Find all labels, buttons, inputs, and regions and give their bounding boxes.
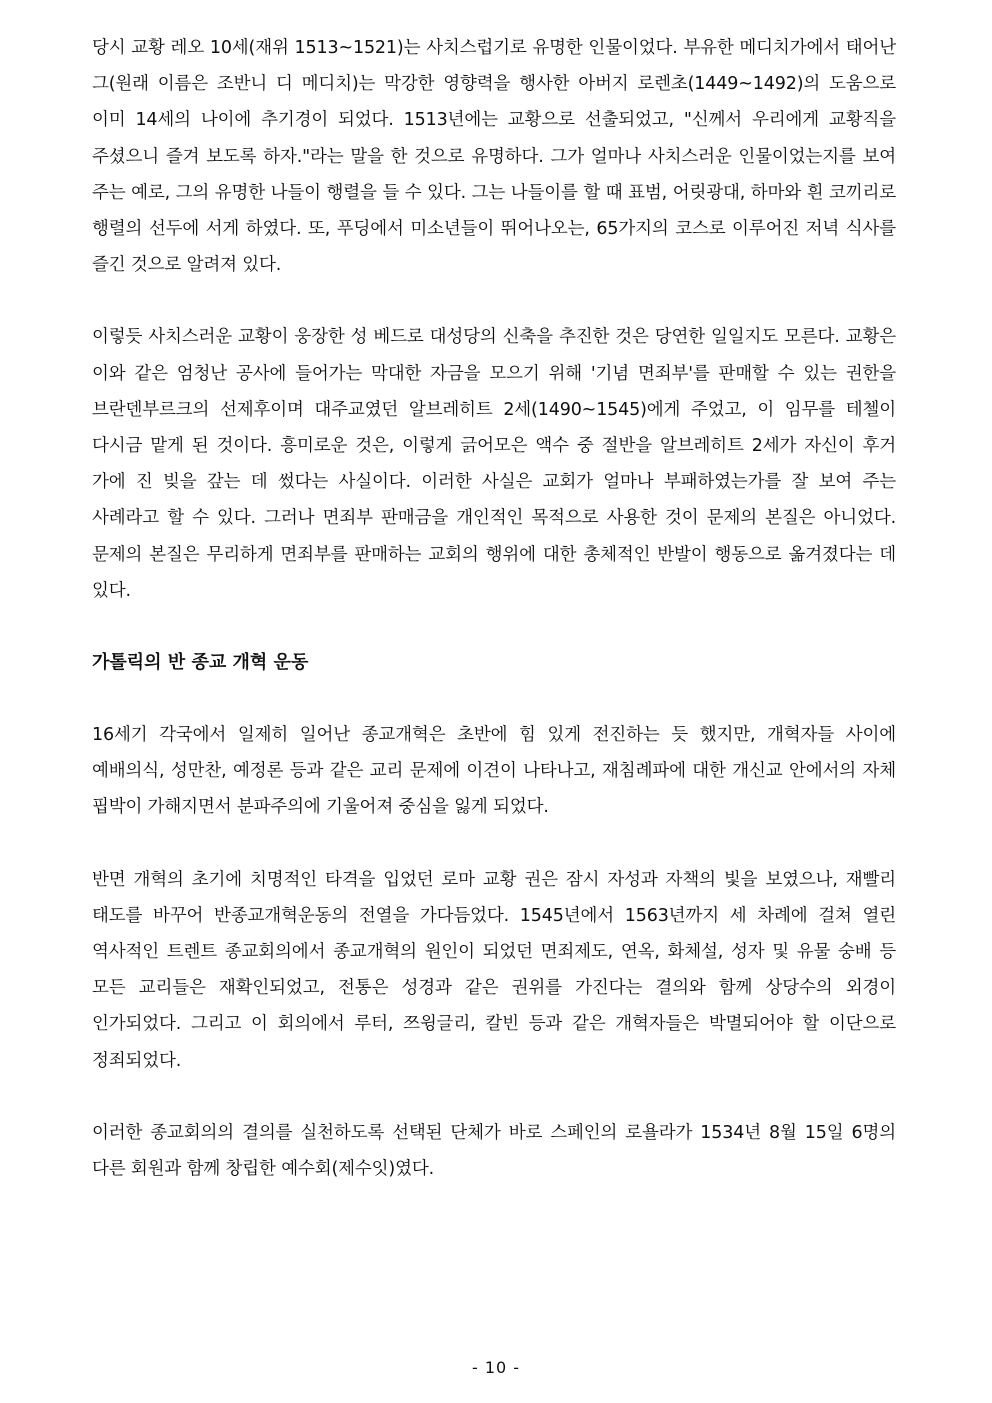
page-number: - 10 - (471, 1358, 521, 1377)
paragraph-trent-council: 반면 개혁의 초기에 치명적인 타격을 입었던 로마 교황 권은 잠시 자성과 자책의 빛을 보였으나, 재빨리 태도를 바꾸어 반종교개혁운동의 전열을 가다듬었다. 1545년에서 1563년까지 세 차례에 걸쳐 열린 역사적인 트렌트 종교회의에서 종교개혁의 원인이 되었던 면죄제도, 연옥, 화체설, 성자 및 유물 숭배 등 모든 교리들은 재확인되었고, 전통은 성경과 같은 권위를 가진다는 결의와 함께 상당수의 외경이 인가되었다. 그리고 이 회의에서 루터, 쯔윙글리, 칼빈 등과 같은 개혁자들은 박멸되어야 할 이단으로 정죄되었다. (92, 869, 896, 1071)
document-page (92, 30, 896, 1187)
paragraph-pope-leo-x: 당시 교황 레오 10세(재위 1513~1521)는 사치스럽기로 유명한 인물이었다. 부유한 메디치가에서 태어난 그(원래 이름은 조반니 디 메디치)는 막강한 영향력을 행사한 아버지 로렌초(1449~1492)의 도움으로 이미 14세의 나이에 추기경이 되었다. 1513년에는 교황으로 선출되었고, "신께서 우리에게 교황직을 주셨으니 즐겨 보도록 하자."라는 말을 한 것으로 유명하다. 그가 얼마나 사치스러운 인물이었는지를 보여 주는 예로, 그의 유명한 나들이 행렬을 들 수 있다. 그는 나들이를 할 때 표범, 어릿광대, 하마와 흰 코끼리로 행렬의 선두에 서게 하였다. 또, 푸딩에서 미소년들이 뛰어나오는, 65가지의 코스로 이루어진 저녁 식사를 즐긴 것으로 알려져 있다. (92, 38, 896, 276)
paragraph-reformation-division: 16세기 각국에서 일제히 일어난 종교개혁은 초반에 힘 있게 전진하는 듯 했지만, 개혁자들 사이에 예배의식, 성만찬, 예정론 등과 같은 교리 문제에 이견이 나타나고, 재침례파에 대한 개신교 안에서의 자체 핍박이 가해지면서 분파주의에 기울어져 중심을 잃게 되었다. (92, 725, 896, 818)
paragraph-jesuits: 이러한 종교회의의 결의를 실천하도록 선택된 단체가 바로 스페인의 로욜라가 1534년 8월 15일 6명의 다른 회원과 함께 창립한 예수회(제수잇)였다. (92, 1122, 896, 1180)
section-heading: 가톨릭의 반 종교 개혁 운동 (92, 652, 309, 674)
paragraph-indulgence-sale: 이렇듯 사치스러운 교황이 웅장한 성 베드로 대성당의 신축을 추진한 것은 당연한 일일지도 모른다. 교황은 이와 같은 엄청난 공사에 들어가는 막대한 자금을 모으기 위해 '기념 면죄부'를 판매할 수 있는 권한을 브란덴부르크의 선제후이며 대주교였던 알브레히트 2세(1490~1545)에게 주었고, 이 임무를 테첼이 다시금 맡게 된 것이다. 흥미로운 것은, 이렇게 긁어모은 액수 중 절반을 알브레히트 2세가 자신이 후거 가에 진 빚을 갚는 데 썼다는 사실이다. 이러한 사실은 교회가 얼마나 부패하였는가를 잘 보여 주는 사례라고 할 수 있다. 그러나 면죄부 판매금을 개인적인 목적으로 사용한 것이 문제의 본질은 아니었다. 문제의 본질은 무리하게 면죄부를 판매하는 교회의 행위에 대한 총체적인 반발이 행동으로 옮겨졌다는 데 있다. (92, 327, 896, 601)
